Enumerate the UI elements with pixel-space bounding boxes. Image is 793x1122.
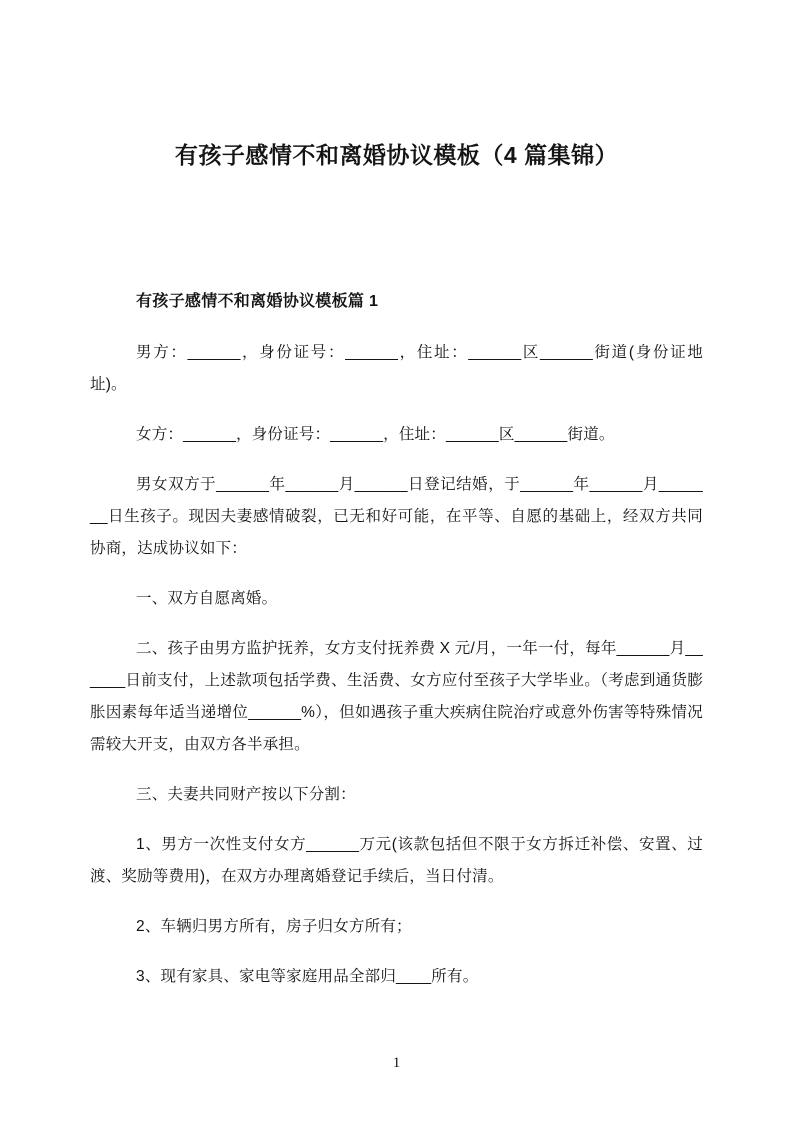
paragraph-party-male: 男方：______，身份证号：______，住址：______区______街道(身份证地址)。 — [90, 344, 703, 393]
paragraph-party-female: 女方：______，身份证号：______，住址：______区______街道。 — [136, 426, 615, 443]
page-footer — [0, 1054, 793, 1072]
document-title: 有孩子感情不和离婚协议模板（4 篇集锦） — [174, 142, 619, 168]
paragraph-property-item-2: 2、车辆归男方所有，房子归女方所有； — [136, 918, 412, 935]
section-heading: 有孩子感情不和离婚协议模板篇 1 — [136, 293, 379, 310]
paragraph-property-item-3: 3、现有家具、家电等家庭用品全部归____所有。 — [136, 968, 479, 985]
document-body — [90, 337, 703, 993]
paragraph-clause-3-property: 三、夫妻共同财产按以下分割： — [136, 786, 356, 803]
paragraph-clause-2-custody: 二、孩子由男方监护抚养，女方支付抚养费 X 元/月，一年一付，每年______月______日前支付，上述款项包括学费、生活费、女方应付至孩子大学毕业。（考虑到通货膨胀因素每年适当递增位______%），但如遇孩子重大疾病住院治疗或意外伤害等特殊情况需较大开支，由双方各半承担。 — [90, 640, 703, 753]
paragraph-marriage-intro: 男女双方于______年______月______日登记结婚，于______年______月_______日生孩子。现因夫妻感情破裂，已无和好可能，在平等、自愿的基础上，经双方共同协商，达成协议如下： — [90, 476, 703, 557]
paragraph-clause-1-divorce: 一、双方自愿离婚。 — [136, 590, 278, 607]
paragraph-property-item-1: 1、男方一次性支付女方______万元(该款包括但不限于女方拆迁补偿、安置、过渡、奖励等费用)，在双方办理离婚登记手续后，当日付清。 — [90, 836, 703, 885]
page-number: 1 — [392, 1055, 401, 1071]
